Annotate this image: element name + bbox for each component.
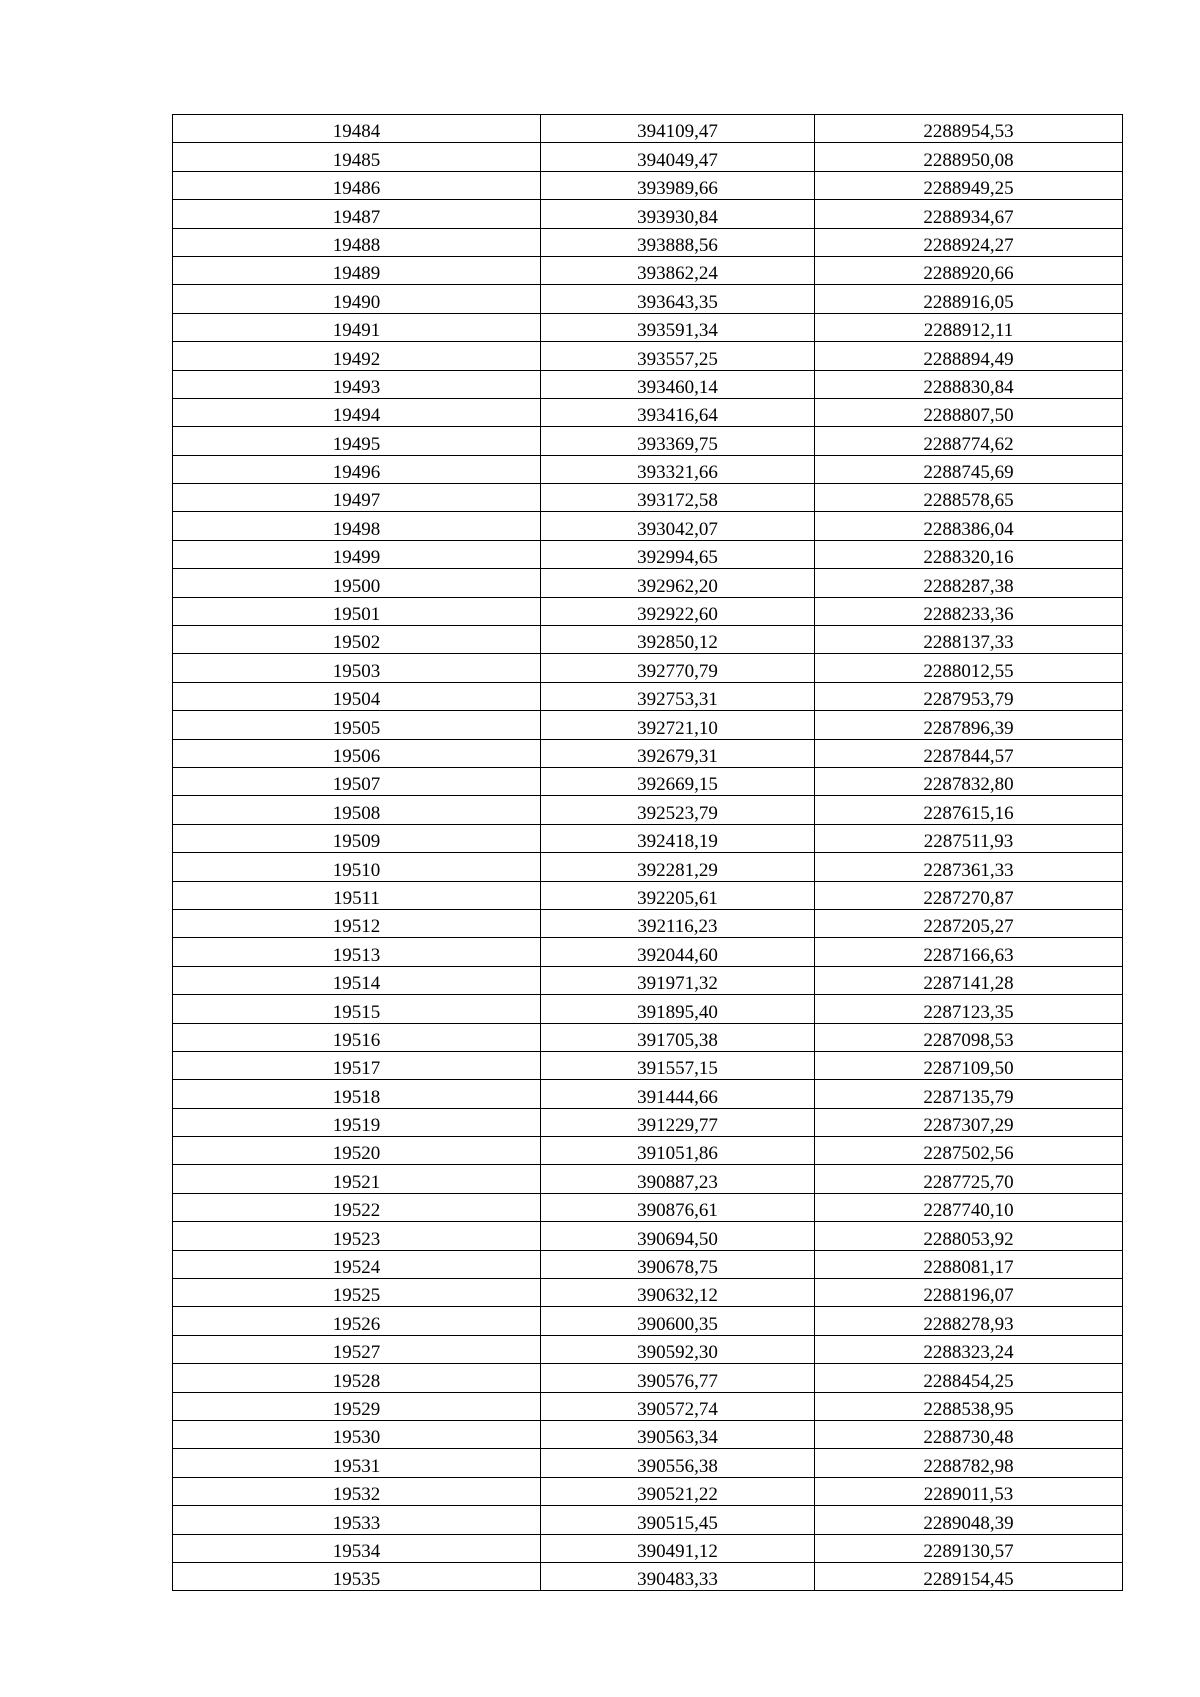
table-row	[173, 171, 1123, 199]
point-number-cell: 19513	[173, 938, 541, 966]
y-coordinate-cell: 2288278,93	[815, 1307, 1123, 1335]
x-coordinate-cell: 390576,77	[541, 1364, 815, 1392]
point-number-cell: 19503	[173, 654, 541, 682]
table-row	[173, 143, 1123, 171]
y-coordinate-cell: 2288934,67	[815, 200, 1123, 228]
x-coordinate-cell: 393557,25	[541, 342, 815, 370]
point-number-cell: 19511	[173, 881, 541, 909]
point-number-cell: 19496	[173, 455, 541, 483]
point-number-cell: 19526	[173, 1307, 541, 1335]
point-number-cell: 19510	[173, 853, 541, 881]
y-coordinate-cell: 2287953,79	[815, 682, 1123, 710]
table-row	[173, 739, 1123, 767]
point-number-cell: 19517	[173, 1051, 541, 1079]
y-coordinate-cell: 2287135,79	[815, 1080, 1123, 1108]
x-coordinate-cell: 392523,79	[541, 796, 815, 824]
point-number-cell: 19507	[173, 767, 541, 795]
y-coordinate-cell: 2288950,08	[815, 143, 1123, 171]
table-row	[173, 256, 1123, 284]
table-row	[173, 1420, 1123, 1448]
x-coordinate-cell: 390556,38	[541, 1449, 815, 1477]
x-coordinate-cell: 390600,35	[541, 1307, 815, 1335]
point-number-cell: 19529	[173, 1392, 541, 1420]
table-row	[173, 484, 1123, 512]
point-number-cell: 19484	[173, 115, 541, 143]
point-number-cell: 19509	[173, 824, 541, 852]
table-row	[173, 853, 1123, 881]
table-row	[173, 512, 1123, 540]
table-row	[173, 1506, 1123, 1534]
x-coordinate-cell: 392044,60	[541, 938, 815, 966]
point-number-cell: 19512	[173, 909, 541, 937]
point-number-cell: 19491	[173, 313, 541, 341]
point-number-cell: 19519	[173, 1108, 541, 1136]
point-number-cell: 19518	[173, 1080, 541, 1108]
x-coordinate-cell: 391705,38	[541, 1023, 815, 1051]
y-coordinate-cell: 2288920,66	[815, 256, 1123, 284]
point-number-cell: 19522	[173, 1193, 541, 1221]
x-coordinate-cell: 391051,86	[541, 1137, 815, 1165]
table-row	[173, 682, 1123, 710]
point-number-cell: 19527	[173, 1335, 541, 1363]
table-row	[173, 597, 1123, 625]
table-row	[173, 398, 1123, 426]
point-number-cell: 19486	[173, 171, 541, 199]
y-coordinate-cell: 2288954,53	[815, 115, 1123, 143]
y-coordinate-cell: 2288894,49	[815, 342, 1123, 370]
coordinate-table-body	[173, 115, 1123, 1591]
table-row	[173, 767, 1123, 795]
point-number-cell: 19485	[173, 143, 541, 171]
point-number-cell: 19492	[173, 342, 541, 370]
y-coordinate-cell: 2288830,84	[815, 370, 1123, 398]
table-row	[173, 654, 1123, 682]
y-coordinate-cell: 2288782,98	[815, 1449, 1123, 1477]
table-row	[173, 1023, 1123, 1051]
y-coordinate-cell: 2288774,62	[815, 427, 1123, 455]
table-row	[173, 711, 1123, 739]
point-number-cell: 19521	[173, 1165, 541, 1193]
point-number-cell: 19534	[173, 1534, 541, 1562]
point-number-cell: 19525	[173, 1279, 541, 1307]
y-coordinate-cell: 2287502,56	[815, 1137, 1123, 1165]
y-coordinate-cell: 2287270,87	[815, 881, 1123, 909]
x-coordinate-cell: 390678,75	[541, 1250, 815, 1278]
table-row	[173, 1534, 1123, 1562]
y-coordinate-cell: 2288454,25	[815, 1364, 1123, 1392]
x-coordinate-cell: 391557,15	[541, 1051, 815, 1079]
table-row	[173, 313, 1123, 341]
table-row	[173, 455, 1123, 483]
point-number-cell: 19498	[173, 512, 541, 540]
y-coordinate-cell: 2287307,29	[815, 1108, 1123, 1136]
x-coordinate-cell: 391895,40	[541, 995, 815, 1023]
point-number-cell: 19489	[173, 256, 541, 284]
table-row	[173, 1562, 1123, 1590]
y-coordinate-cell: 2287725,70	[815, 1165, 1123, 1193]
table-row	[173, 881, 1123, 909]
x-coordinate-cell: 390515,45	[541, 1506, 815, 1534]
y-coordinate-cell: 2288323,24	[815, 1335, 1123, 1363]
table-row	[173, 938, 1123, 966]
y-coordinate-cell: 2288730,48	[815, 1420, 1123, 1448]
x-coordinate-cell: 392669,15	[541, 767, 815, 795]
x-coordinate-cell: 391971,32	[541, 966, 815, 994]
point-number-cell: 19515	[173, 995, 541, 1023]
point-number-cell: 19533	[173, 1506, 541, 1534]
y-coordinate-cell: 2288196,07	[815, 1279, 1123, 1307]
y-coordinate-cell: 2288949,25	[815, 171, 1123, 199]
x-coordinate-cell: 390876,61	[541, 1193, 815, 1221]
y-coordinate-cell: 2289048,39	[815, 1506, 1123, 1534]
point-number-cell: 19506	[173, 739, 541, 767]
table-row	[173, 1279, 1123, 1307]
y-coordinate-cell: 2288137,33	[815, 626, 1123, 654]
point-number-cell: 19524	[173, 1250, 541, 1278]
y-coordinate-cell: 2288538,95	[815, 1392, 1123, 1420]
y-coordinate-cell: 2289011,53	[815, 1477, 1123, 1505]
table-row	[173, 1137, 1123, 1165]
x-coordinate-cell: 392205,61	[541, 881, 815, 909]
x-coordinate-cell: 392679,31	[541, 739, 815, 767]
point-number-cell: 19532	[173, 1477, 541, 1505]
x-coordinate-cell: 391444,66	[541, 1080, 815, 1108]
point-number-cell: 19494	[173, 398, 541, 426]
table-row	[173, 1477, 1123, 1505]
x-coordinate-cell: 393862,24	[541, 256, 815, 284]
point-number-cell: 19504	[173, 682, 541, 710]
table-row	[173, 1051, 1123, 1079]
x-coordinate-cell: 392994,65	[541, 540, 815, 568]
y-coordinate-cell: 2288320,16	[815, 540, 1123, 568]
x-coordinate-cell: 393591,34	[541, 313, 815, 341]
y-coordinate-cell: 2287832,80	[815, 767, 1123, 795]
table-row	[173, 824, 1123, 852]
table-row	[173, 1307, 1123, 1335]
y-coordinate-cell: 2288578,65	[815, 484, 1123, 512]
table-row	[173, 1392, 1123, 1420]
y-coordinate-cell: 2287109,50	[815, 1051, 1123, 1079]
x-coordinate-cell: 390694,50	[541, 1222, 815, 1250]
y-coordinate-cell: 2287615,16	[815, 796, 1123, 824]
table-row	[173, 1364, 1123, 1392]
y-coordinate-cell: 2287141,28	[815, 966, 1123, 994]
table-row	[173, 1108, 1123, 1136]
point-number-cell: 19499	[173, 540, 541, 568]
x-coordinate-cell: 393416,64	[541, 398, 815, 426]
table-row	[173, 909, 1123, 937]
table-row	[173, 1193, 1123, 1221]
x-coordinate-cell: 390483,33	[541, 1562, 815, 1590]
point-number-cell: 19487	[173, 200, 541, 228]
x-coordinate-cell: 390491,12	[541, 1534, 815, 1562]
x-coordinate-cell: 392850,12	[541, 626, 815, 654]
y-coordinate-cell: 2287361,33	[815, 853, 1123, 881]
point-number-cell: 19505	[173, 711, 541, 739]
table-row	[173, 200, 1123, 228]
point-number-cell: 19495	[173, 427, 541, 455]
table-row	[173, 1335, 1123, 1363]
x-coordinate-cell: 390563,34	[541, 1420, 815, 1448]
y-coordinate-cell: 2288012,55	[815, 654, 1123, 682]
y-coordinate-cell: 2287123,35	[815, 995, 1123, 1023]
table-row	[173, 626, 1123, 654]
point-number-cell: 19535	[173, 1562, 541, 1590]
y-coordinate-cell: 2288287,38	[815, 569, 1123, 597]
x-coordinate-cell: 393321,66	[541, 455, 815, 483]
y-coordinate-cell: 2289154,45	[815, 1562, 1123, 1590]
point-number-cell: 19523	[173, 1222, 541, 1250]
y-coordinate-cell: 2288924,27	[815, 228, 1123, 256]
x-coordinate-cell: 392962,20	[541, 569, 815, 597]
x-coordinate-cell: 394049,47	[541, 143, 815, 171]
point-number-cell: 19520	[173, 1137, 541, 1165]
table-row	[173, 115, 1123, 143]
y-coordinate-cell: 2288233,36	[815, 597, 1123, 625]
point-number-cell: 19516	[173, 1023, 541, 1051]
point-number-cell: 19497	[173, 484, 541, 512]
y-coordinate-cell: 2288912,11	[815, 313, 1123, 341]
point-number-cell: 19514	[173, 966, 541, 994]
table-row	[173, 285, 1123, 313]
point-number-cell: 19528	[173, 1364, 541, 1392]
y-coordinate-cell: 2287896,39	[815, 711, 1123, 739]
y-coordinate-cell: 2287166,63	[815, 938, 1123, 966]
x-coordinate-cell: 393643,35	[541, 285, 815, 313]
x-coordinate-cell: 393989,66	[541, 171, 815, 199]
y-coordinate-cell: 2288386,04	[815, 512, 1123, 540]
x-coordinate-cell: 394109,47	[541, 115, 815, 143]
table-row	[173, 1080, 1123, 1108]
table-row	[173, 569, 1123, 597]
x-coordinate-cell: 392721,10	[541, 711, 815, 739]
x-coordinate-cell: 393172,58	[541, 484, 815, 512]
point-number-cell: 19508	[173, 796, 541, 824]
x-coordinate-cell: 392922,60	[541, 597, 815, 625]
point-number-cell: 19490	[173, 285, 541, 313]
x-coordinate-cell: 393888,56	[541, 228, 815, 256]
table-row	[173, 1250, 1123, 1278]
y-coordinate-cell: 2287844,57	[815, 739, 1123, 767]
x-coordinate-cell: 393930,84	[541, 200, 815, 228]
x-coordinate-cell: 390572,74	[541, 1392, 815, 1420]
x-coordinate-cell: 390592,30	[541, 1335, 815, 1363]
x-coordinate-cell: 390887,23	[541, 1165, 815, 1193]
point-number-cell: 19488	[173, 228, 541, 256]
table-row	[173, 1222, 1123, 1250]
y-coordinate-cell: 2288053,92	[815, 1222, 1123, 1250]
point-number-cell: 19530	[173, 1420, 541, 1448]
y-coordinate-cell: 2288916,05	[815, 285, 1123, 313]
table-row	[173, 370, 1123, 398]
x-coordinate-cell: 391229,77	[541, 1108, 815, 1136]
x-coordinate-cell: 390521,22	[541, 1477, 815, 1505]
y-coordinate-cell: 2288745,69	[815, 455, 1123, 483]
y-coordinate-cell: 2287205,27	[815, 909, 1123, 937]
y-coordinate-cell: 2287511,93	[815, 824, 1123, 852]
table-row	[173, 796, 1123, 824]
x-coordinate-cell: 393369,75	[541, 427, 815, 455]
x-coordinate-cell: 393460,14	[541, 370, 815, 398]
point-number-cell: 19493	[173, 370, 541, 398]
table-row	[173, 342, 1123, 370]
table-row	[173, 1449, 1123, 1477]
x-coordinate-cell: 390632,12	[541, 1279, 815, 1307]
table-row	[173, 228, 1123, 256]
table-row	[173, 427, 1123, 455]
y-coordinate-cell: 2287098,53	[815, 1023, 1123, 1051]
point-number-cell: 19502	[173, 626, 541, 654]
point-number-cell: 19500	[173, 569, 541, 597]
x-coordinate-cell: 392418,19	[541, 824, 815, 852]
y-coordinate-cell: 2287740,10	[815, 1193, 1123, 1221]
x-coordinate-cell: 392770,79	[541, 654, 815, 682]
table-row	[173, 995, 1123, 1023]
y-coordinate-cell: 2288081,17	[815, 1250, 1123, 1278]
x-coordinate-cell: 392753,31	[541, 682, 815, 710]
table-row	[173, 1165, 1123, 1193]
x-coordinate-cell: 392116,23	[541, 909, 815, 937]
y-coordinate-cell: 2288807,50	[815, 398, 1123, 426]
point-number-cell: 19501	[173, 597, 541, 625]
point-number-cell: 19531	[173, 1449, 541, 1477]
coordinate-table	[172, 114, 1123, 1591]
y-coordinate-cell: 2289130,57	[815, 1534, 1123, 1562]
x-coordinate-cell: 392281,29	[541, 853, 815, 881]
table-row	[173, 966, 1123, 994]
table-row	[173, 540, 1123, 568]
x-coordinate-cell: 393042,07	[541, 512, 815, 540]
